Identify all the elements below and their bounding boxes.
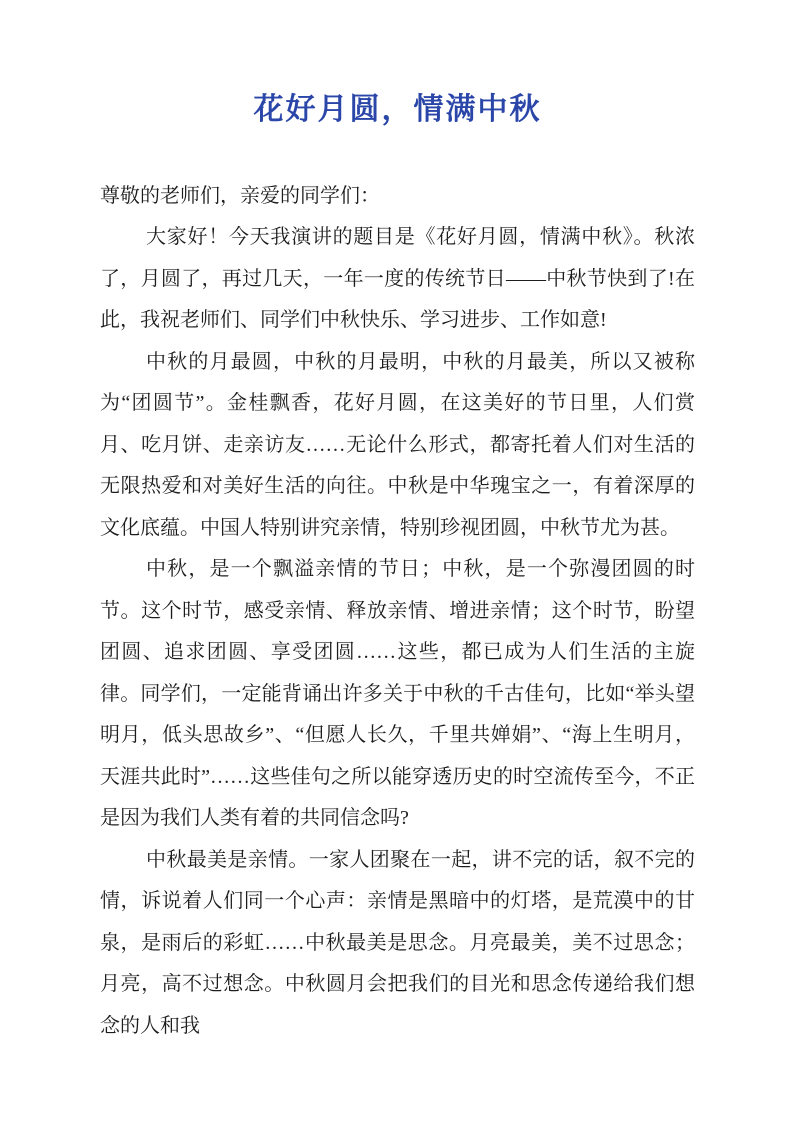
paragraph-greeting: 大家好！今天我演讲的题目是《花好月圆，情满中秋》。秋浓了，月圆了，再过几天，一年一度的传统节日——中秋节快到了!在此，我祝老师们、同学们中秋快乐、学习进步、工作如意! [100,226,695,331]
paragraph-family-affection: 中秋最美是亲情。一家人团聚在一起，讲不完的话，叙不完的情，诉说着人们同一个心声：亲情是黑暗中的灯塔，是荒漠中的甘泉，是雨后的彩虹……中秋最美是思念。月亮最美，美不过思念；月亮，高不过想念。中秋圆月会把我们的目光和思念传递给我们想念的人和我 [100,848,695,1037]
document-body [100,176,695,1048]
paragraph-salutation: 尊敬的老师们，亲爱的同学们： [100,184,380,207]
paragraph-reunion-verses: 中秋，是一个飘溢亲情的节日；中秋，是一个弥漫团圆的时节。这个时节，感受亲情、释放亲情、增进亲情；这个时节，盼望团圆、追求团圆、享受团圆……这些，都已成为人们生活的主旋律。同学们，一定能背诵出许多关于中秋的千古佳句，比如“举头望明月，低头思故乡”、“但愿人长久，千里共婵娟”、“海上生明月，天涯共此时”……这些佳句之所以能穿透历史的时空流传至今，不正是因为我们人类有着的共同信念吗? [100,558,695,829]
document-title: 花好月圆，情满中秋 [253,93,542,126]
paragraph-moon-roundest: 中秋的月最圆，中秋的月最明，中秋的月最美，所以又被称为“团圆节”。金桂飘香，花好月圆，在这美好的节日里，人们赏月、吃月饼、走亲访友……无论什么形式，都寄托着人们对生活的无限热爱和对美好生活的向往。中秋是中华瑰宝之一，有着深厚的文化底蕴。中国人特别讲究亲情，特别珍视团圆，中秋节尤为甚。 [100,350,695,539]
